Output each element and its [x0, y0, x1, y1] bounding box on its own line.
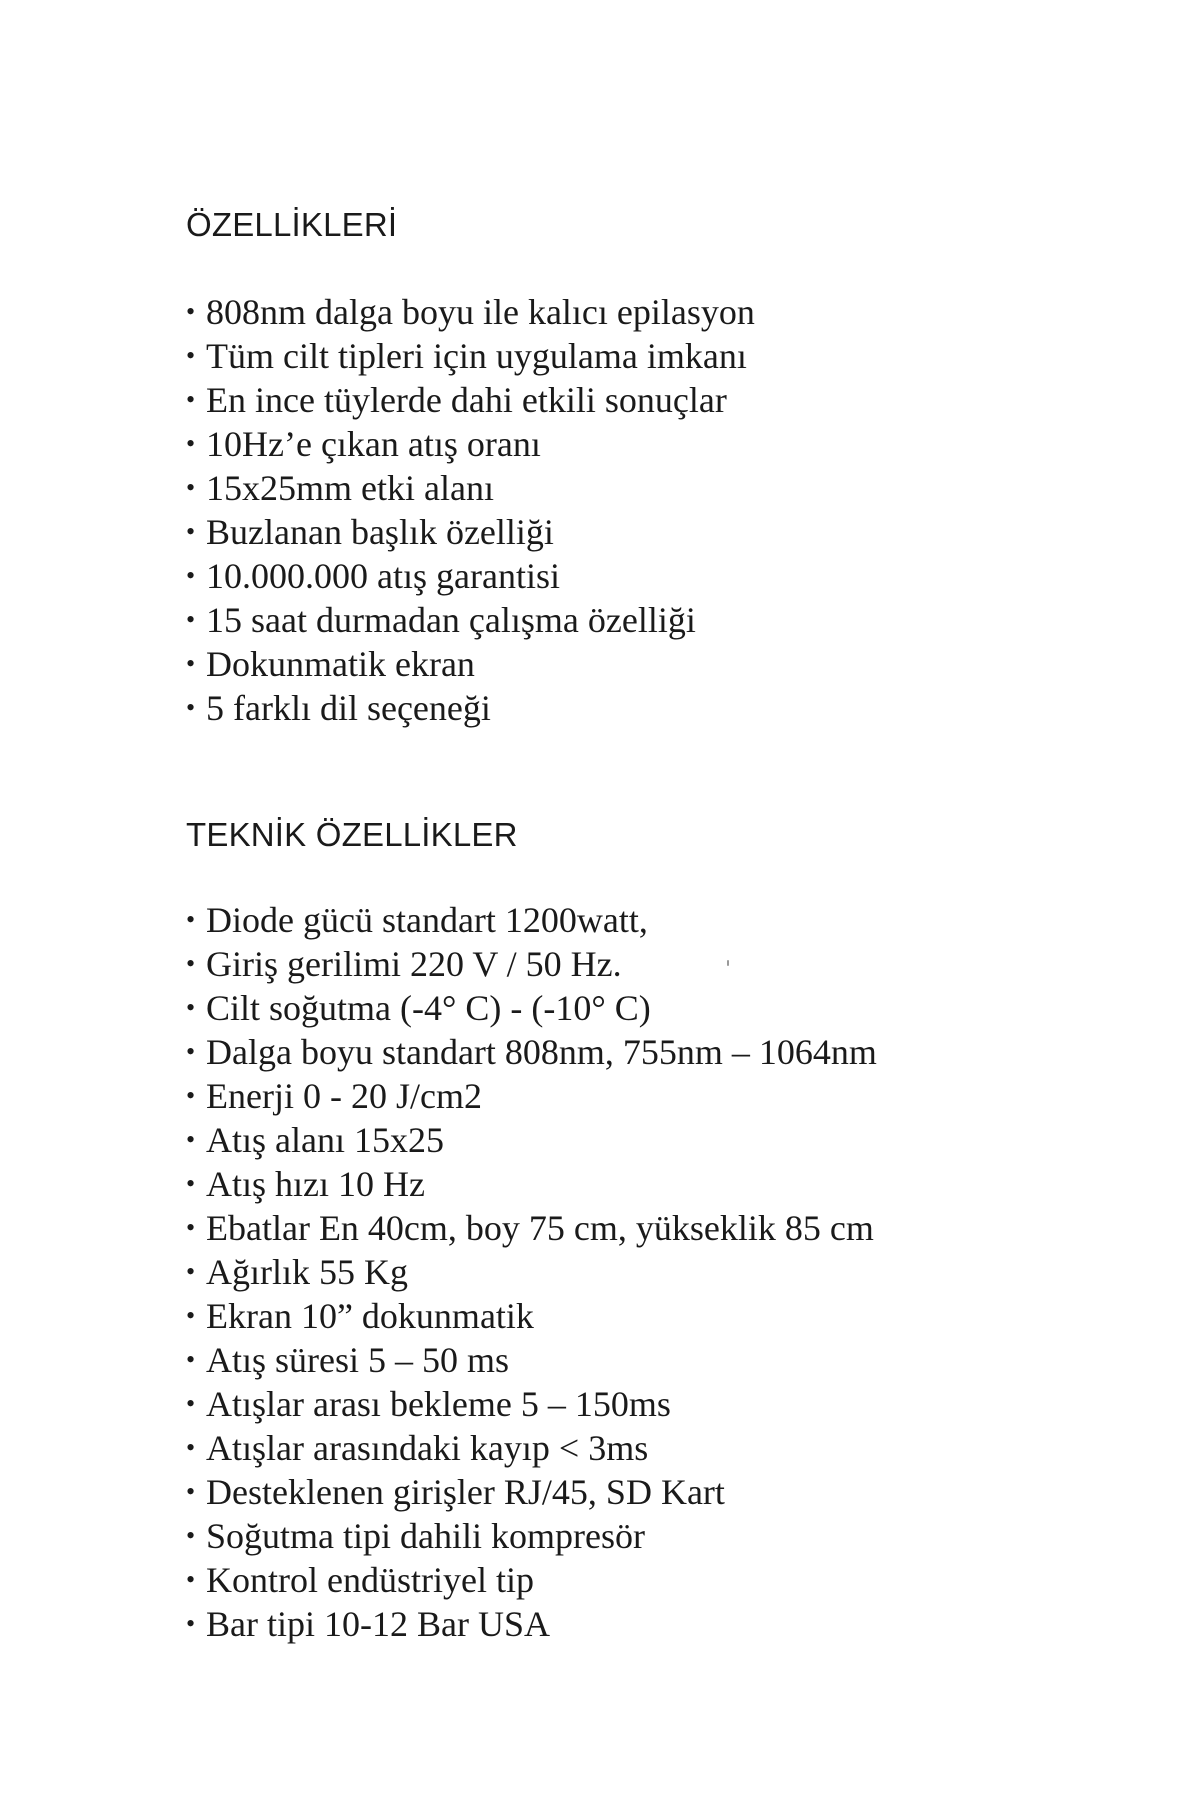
- bullet-icon: •: [186, 473, 196, 502]
- list-item-text: Ağırlık 55 Kg: [206, 1252, 408, 1292]
- list-item-text: 15x25mm etki alanı: [206, 468, 494, 508]
- list-item: [186, 1118, 877, 1162]
- bullet-icon: •: [186, 1521, 196, 1550]
- bullet-icon: •: [186, 605, 196, 634]
- bullet-icon: •: [186, 341, 196, 370]
- list-item-text: Buzlanan başlık özelliği: [206, 512, 554, 552]
- bullet-icon: •: [186, 1609, 196, 1638]
- list-item: [186, 1558, 877, 1602]
- list-item-text: Atış hızı 10 Hz: [206, 1164, 425, 1204]
- list-item-text: Atışlar arası bekleme 5 – 150ms: [206, 1384, 671, 1424]
- bullet-icon: •: [186, 993, 196, 1022]
- list-item-text: 5 farklı dil seçeneği: [206, 688, 491, 728]
- technical-heading: TEKNİK ÖZELLİKLER: [186, 816, 518, 853]
- list-item: [186, 1338, 877, 1382]
- bullet-icon: •: [186, 297, 196, 326]
- bullet-icon: •: [186, 1301, 196, 1330]
- list-item-text: Ekran 10” dokunmatik: [206, 1296, 534, 1336]
- list-item: [186, 1426, 877, 1470]
- bullet-icon: •: [186, 1125, 196, 1154]
- bullet-icon: •: [186, 1037, 196, 1066]
- list-item-text: Enerji 0 - 20 J/cm2: [206, 1076, 482, 1116]
- bullet-icon: •: [186, 649, 196, 678]
- list-item: [186, 1382, 877, 1426]
- list-item-text: En ince tüylerde dahi etkili sonuçlar: [206, 380, 727, 420]
- list-item: [186, 378, 755, 422]
- bullet-icon: •: [186, 429, 196, 458]
- list-item: [186, 1470, 877, 1514]
- list-item: [186, 686, 755, 730]
- list-item-text: Ebatlar En 40cm, boy 75 cm, yükseklik 85 cm: [206, 1208, 874, 1248]
- bullet-icon: •: [186, 517, 196, 546]
- list-item: [186, 554, 755, 598]
- list-item: [186, 1162, 877, 1206]
- list-item: [186, 598, 755, 642]
- bullet-icon: •: [186, 1257, 196, 1286]
- list-item-text: 10.000.000 atış garantisi: [206, 556, 560, 596]
- features-list: [186, 290, 755, 730]
- list-item-text: 10Hz’e çıkan atış oranı: [206, 424, 541, 464]
- bullet-icon: •: [186, 1081, 196, 1110]
- list-item-text: Atış süresi 5 – 50 ms: [206, 1340, 510, 1380]
- list-item: [186, 466, 755, 510]
- bullet-icon: •: [186, 693, 196, 722]
- list-item-text: 15 saat durmadan çalışma özelliği: [206, 600, 696, 640]
- list-item-text: Bar tipi 10-12 Bar USA: [206, 1604, 550, 1644]
- bullet-icon: •: [186, 949, 196, 978]
- list-item: [186, 1074, 877, 1118]
- technical-list: [186, 898, 877, 1646]
- list-item-text: Diode gücü standart 1200watt,: [206, 900, 648, 940]
- list-item: [186, 334, 755, 378]
- bullet-icon: •: [186, 561, 196, 590]
- bullet-icon: •: [186, 1433, 196, 1462]
- list-item: [186, 1206, 877, 1250]
- list-item-text: Desteklenen girişler RJ/45, SD Kart: [206, 1472, 725, 1512]
- list-item-text: Atış alanı 15x25: [206, 1120, 444, 1160]
- list-item: [186, 986, 877, 1030]
- list-item: [186, 510, 755, 554]
- bullet-icon: •: [186, 905, 196, 934]
- list-item: [186, 1294, 877, 1338]
- list-item-text: Soğutma tipi dahili kompresör: [206, 1516, 645, 1556]
- list-item: [186, 642, 755, 686]
- scan-speck: [727, 960, 729, 966]
- bullet-icon: •: [186, 385, 196, 414]
- bullet-icon: •: [186, 1213, 196, 1242]
- list-item-text: Kontrol endüstriyel tip: [206, 1560, 534, 1600]
- list-item: [186, 1602, 877, 1646]
- bullet-icon: •: [186, 1477, 196, 1506]
- list-item-text: 808nm dalga boyu ile kalıcı epilasyon: [206, 292, 755, 332]
- list-item: [186, 422, 755, 466]
- list-item: [186, 1030, 877, 1074]
- list-item-text: Giriş gerilimi 220 V / 50 Hz.: [206, 944, 622, 984]
- list-item: [186, 290, 755, 334]
- list-item: [186, 942, 877, 986]
- list-item: [186, 1514, 877, 1558]
- bullet-icon: •: [186, 1169, 196, 1198]
- list-item-text: Dokunmatik ekran: [206, 644, 475, 684]
- list-item: [186, 898, 877, 942]
- features-heading: ÖZELLİKLERİ: [186, 206, 398, 243]
- list-item-text: Dalga boyu standart 808nm, 755nm – 1064nm: [206, 1032, 877, 1072]
- bullet-icon: •: [186, 1565, 196, 1594]
- list-item-text: Cilt soğutma (-4° C) - (-10° C): [206, 988, 651, 1028]
- list-item: [186, 1250, 877, 1294]
- list-item-text: Tüm cilt tipleri için uygulama imkanı: [206, 336, 747, 376]
- bullet-icon: •: [186, 1345, 196, 1374]
- list-item-text: Atışlar arasındaki kayıp < 3ms: [206, 1428, 649, 1468]
- bullet-icon: •: [186, 1389, 196, 1418]
